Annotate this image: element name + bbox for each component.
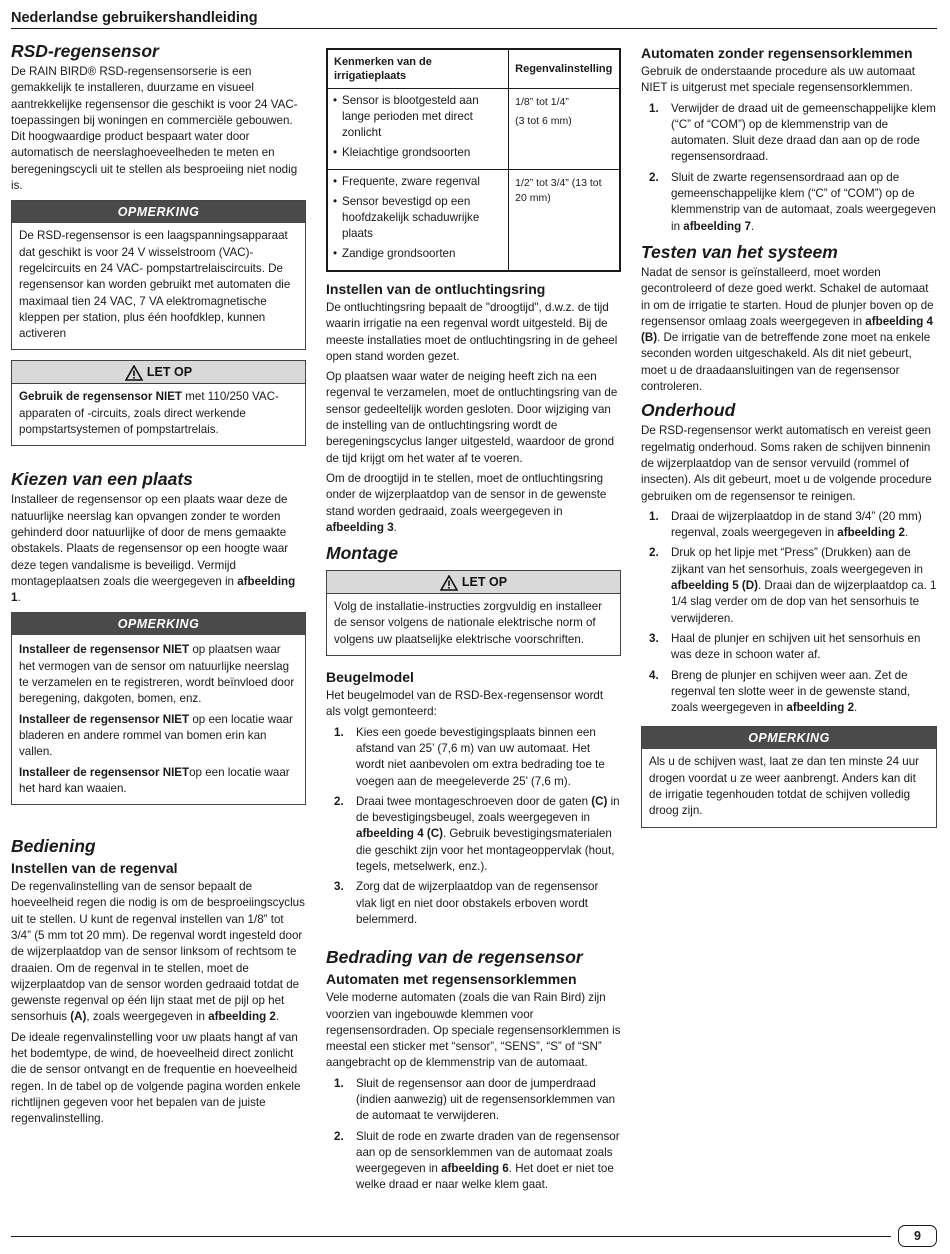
list-item: 2. Druk op het lipje met “Press” (Drukken) aan de zijkant van het sensorhuis, zoals weergegeven in afbeelding 5 (D). Draai dan de wijzerplaatdop ca. 1 1/4 slag verder om de dop van het sensorhuis te verwijderen. [649,546,937,625]
rainfall-subtitle: Instellen van de regenval [11,860,178,877]
note-item: Installeer de regensensor NIET op een locatie waar bladeren en andere rommel van bomen erin kan vallen. [19,712,293,759]
bracket-intro: Het beugelmodel van de RSD-Bex-regensensor wordt als volgt gemonteerd: [326,689,604,719]
note-text: De RSD-regensensor is een laagspanningsapparaat dat geschikt is voor 24 V wisselstroom (VAC)- regelcircuits en 24 VAC- pompstartrelaiscircuits. De regensensor kan worden gebruikt met automaten die maximaal tien 24 VAC, 7 VA elektromagnetische kleppen per station, plus één hoofdklep, kunnen activeren [19,229,291,341]
column-right [641,44,937,836]
table-row [327,89,620,170]
vent-title: Instellen van de ontluchtingsring [326,281,546,297]
note-box-2 [11,612,306,805]
wiring-steps [326,1076,621,1194]
no-terminals-title: Automaten zonder regensensorklemmen [641,45,913,61]
table-bullet: • Zandige grondsoorten [332,246,504,262]
vent-text-1: De ontluchtingsring bepaalt de "droogtijd", d.w.z. de tijd waarin irrigatie na een regenval wordt uitgesteld. Bij de meeste installaties moet de ontluchtingsring in de geheel open stand worden gezet. [326,301,618,363]
bracket-steps [326,725,621,929]
no-terminals-steps [641,101,937,235]
list-item: 1. Kies een goede bevestigingsplaats binnen een afstand van 25’ (7,6 m) van uw automaat. Het wordt niet aanbevolen om extra bedrading toe te voegen aan de meegeleverde 25’ (7,6 m). [334,725,605,788]
wiring-title: Bedrading van de regensensor [326,947,583,968]
note-heading: OPMERKING [12,201,305,223]
note-item: Installeer de regensensor NIET op plaatsen waar het vermogen van de sensor om natuurlijke neerslag te verzamelen en te registreren, wordt beïnvloed door beregening, dakgoten, bomen, enz. [19,643,295,706]
list-item: 4. Breng de plunjer en schijven weer aan. Zet de regenval ten slotte weer in de gewenste stand, zoals weergegeven in afbeelding 2. [649,668,911,715]
maintenance-intro: De RSD-regensensor werkt automatisch en vereist geen regelmatig onderhoud. Soms raken de schijven binnenin de wijzerplaatdop van de sensor vervuild (rommel of insecten). Als dit gebeurt, moet u de volgende procedure gebruiken om de regensensor te reinigen. [641,424,932,503]
table-setting: (3 tot 6 mm) [515,115,572,127]
caution-box-1 [11,360,306,446]
list-item: 1. Sluit de regensensor aan door de jumperdraad (indien aanwezig) uit de regensensorklemmen van de automaat te verwijderen. [334,1076,616,1123]
caution-heading [327,571,620,594]
rsd-title: RSD-regensensor [11,41,159,61]
maintenance-steps [641,509,937,717]
no-terminals-intro: Gebruik de onderstaande procedure als uw automaat NIET is uitgerust met speciale regensensorklemmen. [641,65,915,95]
bracket-title: Beugelmodel [326,669,414,686]
vent-text-3: Om de droogtijd in te stellen, moet de ontluchtingsring onder de wijzerplaatdop van de sensor in de gewenste stand worden gedraaid, zoals weergegeven in afbeelding 3. [326,471,607,534]
caution-label: LET OP [146,365,193,380]
test-title: Testen van het systeem [641,241,838,262]
table-bullet: • Frequente, zware regenval [332,174,504,190]
list-item: 1. Draai de wijzerplaatdop in de stand 3/4” (20 mm) regenval, zoals weergegeven in afbeelding 2. [649,509,922,540]
test-text: Nadat de sensor is geïnstalleerd, moet worden gecontroleerd of deze goed werkt. Schakel de automaat in om de irrigatie te starten. Houd de plunjer boven op de regensensor omlaag zoals weergegeven in afbeelding 4 (B). De irrigatie van de betreffende zone moet na enkele seconden worden uitgeschakeld. Als dit niet gebeurt, moet u de draadaansluitingen van de regensensor controleren. [641,265,934,394]
note-box-3 [641,726,937,827]
rainfall-text-2: De ideale regenvalinstelling voor uw plaats hangt af van het bodemtype, de wind, de hoeveelheid direct zonlicht die de sensor ontvangt en de frequentie en hoeveelheid regen. In de tabel op de volgende pagina worden enkele richtlijnen gegeven voor het bepalen van de juiste regenvalinstelling. [11,1030,301,1126]
note-item: Installeer de regensensor NIETop een locatie waar het hard kan waaien. [19,765,290,795]
column-middle [326,48,621,1200]
table-bullet: • Kleiachtige grondsoorten [332,145,504,161]
warning-icon [125,365,143,381]
table-header: Regenvalinstelling [509,49,620,89]
list-item: 1. Verwijder de draad uit de gemeenschappelijke klem (“C” of “COM”) op de klemmenstrip van de automaten. Sluit deze draad dan aan op de rode regensensordraad. [649,101,936,164]
rsd-intro: De RAIN BIRD® RSD-regensensorserie is een gemakkelijk te installeren, duurzame en visueel aantrekkelijke regensensor die geschikt is voor 24 VAC-toepassingen bij woningen en commerciële gebouwen. Dit hoogwaardige product bespaart water door automatisch de neerslaghoeveelheden te meten en beregeningscycli uit te stellen als besproeiing niet nodig is. [11,65,298,193]
note-box-1 [11,200,306,350]
rainfall-table [326,48,621,272]
list-item: 3. Haal de plunjer en schijven uit het sensorhuis en was deze in schoon water af. [649,631,921,662]
list-item: 2. Sluit de zwarte regensensordraad aan op de gemeenschappelijke klem (“C” of “COM”) op de klemmenstrip van de automaat, zoals weergegeven in afbeelding 7. [649,170,936,233]
note-heading: OPMERKING [12,613,305,635]
warning-icon [440,575,458,591]
maintenance-title: Onderhoud [641,400,736,421]
list-item: 2. Draai twee montageschroeven door de gaten (C) in de bevestigingsbeugel, zoals weergegeven in afbeelding 4 (C). Gebruik bevestigingsmaterialen die geschikt zijn voor het montageoppervlak (hout, tegels, metselwerk, enz.). [334,794,620,874]
header-title: Nederlandse gebruikershandleiding [11,10,258,26]
list-item: 3. Zorg dat de wijzerplaatdop van de regensensor vlak ligt en niet door obstakels erboven wordt belemmerd. [334,880,599,926]
page-number: 9 [898,1225,937,1247]
caution-box-2 [326,570,621,656]
location-title: Kiezen van een plaats [11,469,193,490]
column-left [11,40,306,1132]
location-text: Installeer de regensensor op een plaats waar deze de natuurlijke neerslag kan opvangen zonder te worden gehinderd door natuurlijke of door de mens gemaakte obstakels. Plaats de regensensor op een hoogte waar deze tegen vandalisme is beveiligd. Vermijd montageplaatsen zoals die weergegeven in afbeelding 1. [11,493,296,605]
caution-text: Volg de installatie-instructies zorgvuldig en installeer de sensor volgens de nationale elektrische norm of volgens uw plaatselijke elektrische voorschriften. [334,600,603,646]
table-setting: 1/8” tot 1/4” [515,96,569,108]
caution-label: LET OP [461,575,508,590]
wiring-subtitle: Automaten met regensensorklemmen [326,971,577,988]
footer-rule [11,1236,891,1237]
table-row [327,170,620,272]
table-bullet: • Sensor is blootgesteld aan lange perioden met direct zonlicht [332,93,504,141]
caution-text: Gebruik de regensensor NIET met 110/250 VAC- apparaten of -circuits, zoals direct werkende pompstartsystemen of pompstartrelais. [19,390,279,437]
table-bullet: • Sensor bevestigd op een hoofdzakelijk schaduwrijke plaats [332,194,504,242]
note-heading: OPMERKING [642,727,936,749]
page-header [11,8,937,29]
operation-title: Bediening [11,836,96,857]
rainfall-text-1: De regenvalinstelling van de sensor bepaalt de hoeveelheid regen die nodig is om de besproeiingscyclus uit te stellen. U kunt de regenval instellen van 1/8” tot 3/4” (5 mm tot 20 mm). De regenval wordt ingesteld door de wijzerplaatdop van de sensor linksom of rechtsom te draaien. Om de regenval in te stellen, moet de wijzerplaatdop van de sensor worden gedraaid totdat de gewenste regenval op één lijn staat met de pijl op het sensorhuis (A), zoals weergegeven in afbeelding 2. [11,880,305,1024]
table-header: Kenmerken van de irrigatieplaats [327,49,509,89]
note-text: Als u de schijven wast, laat ze dan ten minste 24 uur drogen voordat u ze weer aanbrengt. Anders kan dit de irrigatie tegenhouden totdat de schijven volledig droog zijn. [649,755,920,818]
mounting-title: Montage [326,543,398,564]
wiring-intro: Vele moderne automaten (zoals die van Rain Bird) zijn voorzien van ingebouwde klemmen voor regensensordraden. Op speciale regensensorklemmen is meestal een sticker met “sensor”, “SENS”, “S” of “SN” aangebracht op de klemmenstrip van de automaat. [326,991,621,1070]
table-setting: 1/2” tot 3/4” (13 tot 20 mm) [515,177,602,204]
list-item: 2. Sluit de rode en zwarte draden van de regensensor aan op de sensorklemmen van de automaat zoals weergegeven in afbeelding 6. Het doet er niet toe welke draad er naar welke klem gaat. [334,1129,620,1192]
vent-text-2: Op plaatsen waar water de neiging heeft zich na een regenval te verzamelen, moet de ontluchtingsring van de sensor gedeeltelijk worden gesloten. Door wijziging van de instelling van de ontluchtingsring wordt de beregeningscyclus langer uitgesteld, waardoor de grond de tijd krijgt om het water af te voeren. [326,370,618,465]
caution-heading [12,361,305,384]
